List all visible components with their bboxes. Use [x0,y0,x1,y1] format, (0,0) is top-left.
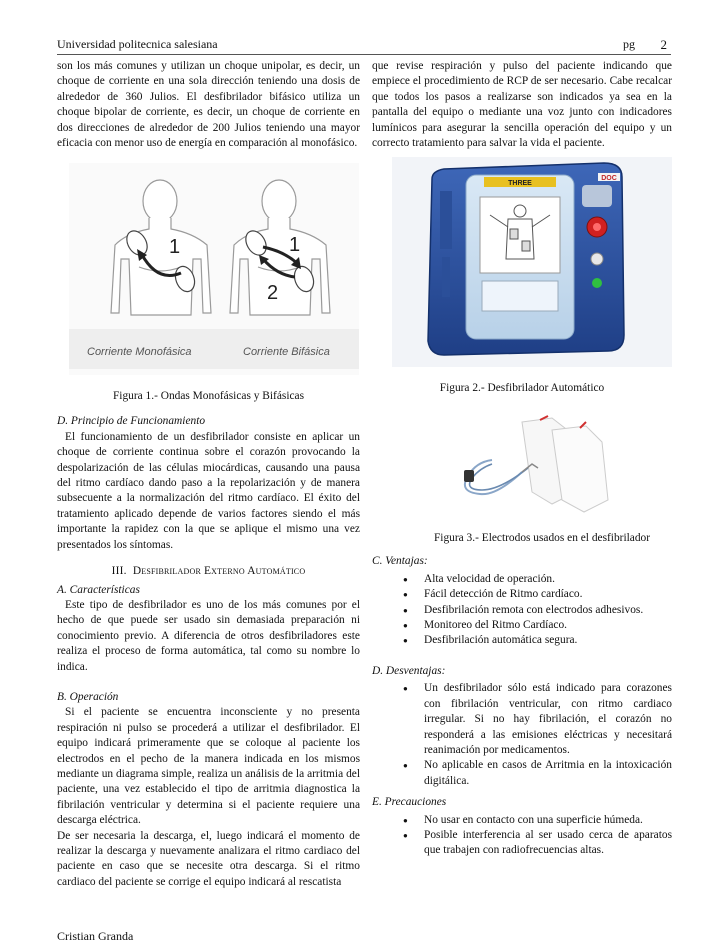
section-d2-title: D. Desventajas: [372,664,446,677]
section-e-title: E. Precauciones [372,796,447,809]
fig1-num-bi-2: 2 [267,282,279,305]
precautions-list [372,813,672,859]
list-item: ● Desfibrilación automática segura. [372,633,672,648]
page-header [57,37,671,53]
section-d-text: El funcionamiento de un desfibrilador consiste en aplicar un choque de corriente continua sobre el corazón provocando la despolarización de las células miocárdicas, causando una pausa del ritmo cardíaco dando paso a la repolarización y de manera subsecuente a la normalización del ritmo cardíaco. El éxito del tratamiento aplicado depende de varios factores siendo el más importante la rapidez con la que se aplique el mismo una vez presentados los síntomas. [57,430,360,551]
figure-2 [372,157,672,402]
fig1-label-mono: Corriente Monofásica [87,346,192,359]
header-pg-label: pg [623,37,635,51]
list-item: ● Desfibrilación remota con electrodos adhesivos. [372,603,672,618]
advantages-list [372,572,672,649]
section-iii-title [57,564,360,579]
header-page-number: 2 [660,37,667,52]
section-iii-name: Desfibrilador Externo Automático [132,565,306,578]
header-rule [57,54,671,55]
fig1-label-bi: Corriente Bifásica [243,346,330,359]
section-b-title: B. Operación [57,690,119,703]
fig2-screen-label: THREE [508,180,532,188]
list-item: ● No usar en contacto con una superficie húmeda. [372,813,672,828]
list-item: ● No aplicable en casos de Arritmia en la intoxicación digitálica. [372,758,672,789]
header-university: Universidad politecnica salesiana [57,37,218,51]
section-a-title: A. Características [57,583,140,596]
list-item: ● Alta velocidad de operación. [372,572,672,587]
section-b-text-1: Si el paciente se encuentra inconsciente y no presenta respiración ni pulso se procederá a utilizar el desfibrilador. El equipo indicará primeramente que se coloque al paciente los electrodos en el pecho de la manera indicada en los mismos mediante un diagrama simple, realiza un análisis de la arritmia del paciente, una vez establecido el tipo de arritmia diagnostica la fibrilación ventricular y determina si el paciente requiere una descarga eléctrica. [57,706,360,827]
list-item: ● Fácil detección de Ritmo cardíaco. [372,587,672,602]
figure-2-defibrillator [372,157,672,367]
figure-2-caption: Figura 2.- Desfibrilador Automático [439,382,605,395]
list-item: ● Monitoreo del Ritmo Cardíaco. [372,618,672,633]
figure-3-electrodes [372,412,672,522]
section-a-text: Este tipo de desfibrilador es uno de los más comunes por el hecho de que puede ser usado sin demasiada preparación ni conocimiento previo. A diferencia de otros desfibriladores este realiza el proceso de forma automática, tal como su nombre lo indica. [57,598,360,673]
footer-author: Cristian Granda [57,929,134,943]
fig1-num-bi-1: 1 [289,234,301,257]
fig1-num-mono: 1 [169,236,181,259]
figure-1-illustration [57,163,360,375]
right-intro-paragraph: que revise respiración y pulso del paciente indicando que empiece el procedimiento de RCP de ser necesario. Cabe recalcar que todos los pasos a realizarse son indicados ya sea en la pantalla del equipo o mediante una voz junto con indicadores lumínicos para asegurar la sencilla operación del equipo y un correcto tratamiento para salvar la vida el paciente. [372,60,672,150]
figure-3-caption: Figura 3.- Electrodos usados en el desfibrilador [433,532,651,545]
section-b-text-2: De ser necesaria la descarga, el, luego indicará el momento de realizar la descarga y nuevamente analizara el ritmo cardiaco del paciente en caso que se necesite otra descarga. Si el ritmo cardiaco del paciente se corrige el equipo indicará al rescatista [57,829,360,888]
section-c-title: C. Ventajas: [372,555,428,568]
right-column [372,59,672,859]
section-iii-number: III. [111,565,127,578]
list-item: ● Posible interferencia al ser usado cerca de aparatos que trabajen con radiofrecuencias altas. [372,828,672,859]
disadvantages-list [372,681,672,789]
figure-1 [57,163,360,403]
fig2-brand: DOC [601,175,617,183]
figure-3 [372,412,672,550]
figure-1-caption: Figura 1.- Ondas Monofásicas y Bifásicas [112,390,305,403]
left-column [57,59,360,890]
left-intro-paragraph: son los más comunes y utilizan un choque unipolar, es decir, un choque de corriente en una sola dirección teniendo una dosis de alrededor de 360 Julios. El desfibrilador bifásico utiliza un choque bipolar de corriente, es decir, un choque de corriente en dos direcciones de alrededor de 200 Julios teniendo una mayor eficacia con menor uso de energía en comparación al monofásico. [57,60,360,150]
list-item: ● Un desfibrilador sólo está indicado para corazones con fibrilación ventricular, con ritmo cardiaco irregular. Si no hay fibrilación, el corazón no responderá a las emisiones eléctricas y necesitará reanimación por medicamentos. [372,681,672,758]
section-d-title: D. Principio de Funcionamiento [57,415,206,428]
